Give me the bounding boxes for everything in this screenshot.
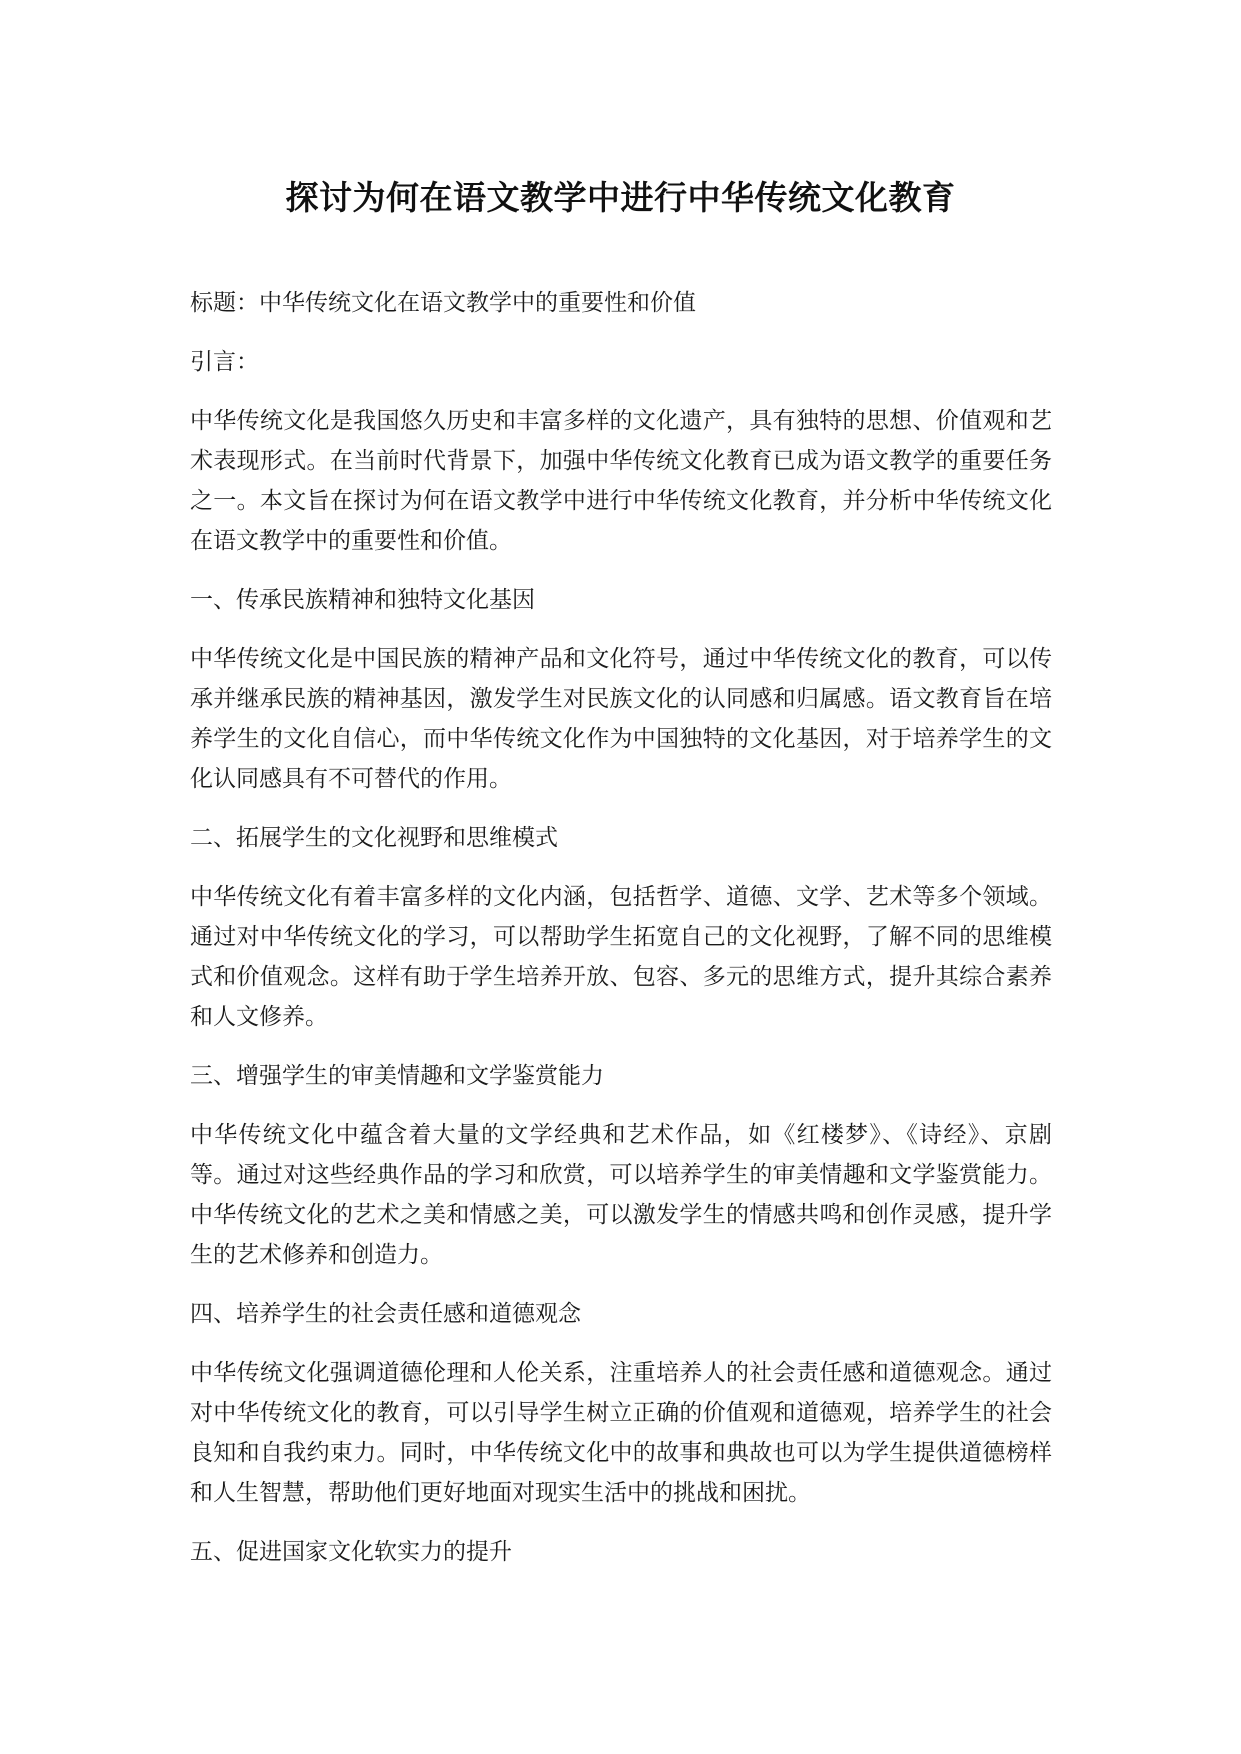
section-heading: 四、培养学生的社会责任感和道德观念 [190, 1301, 581, 1327]
document-body [190, 283, 1052, 1591]
section-heading: 五、促进国家文化软实力的提升 [190, 1539, 512, 1565]
section-paragraph: 中华传统文化有着丰富多样的文化内涵，包括哲学、道德、文学、艺术等多个领域。通过对中华传统文化的学习，可以帮助学生拓宽自己的文化视野，了解不同的思维模式和价值观念。这样有助于学生培养开放、包容、多元的思维方式，提升其综合素养和人文修养。 [190, 884, 1052, 1030]
section-paragraph: 中华传统文化强调道德伦理和人伦关系，注重培养人的社会责任感和道德观念。通过对中华传统文化的教育，可以引导学生树立正确的价值观和道德观，培养学生的社会良知和自我约束力。同时，中华传统文化中的故事和典故也可以为学生提供道德榜样和人生智慧，帮助他们更好地面对现实生活中的挑战和困扰。 [190, 1360, 1052, 1506]
section-heading: 一、传承民族精神和独特文化基因 [190, 587, 535, 613]
subtitle-line: 标题：中华传统文化在语文教学中的重要性和价值 [190, 290, 696, 316]
document-title: 探讨为何在语文教学中进行中华传统文化教育 [285, 178, 956, 217]
section-paragraph: 中华传统文化中蕴含着大量的文学经典和艺术作品，如《红楼梦》、《诗经》、京剧等。通过对这些经典作品的学习和欣赏，可以培养学生的审美情趣和文学鉴赏能力。中华传统文化的艺术之美和情感之美，可以激发学生的情感共鸣和创作灵感，提升学生的艺术修养和创造力。 [190, 1122, 1052, 1268]
intro-label: 引言： [190, 349, 259, 375]
section-paragraph: 中华传统文化是中国民族的精神产品和文化符号，通过中华传统文化的教育，可以传承并继承民族的精神基因，激发学生对民族文化的认同感和归属感。语文教育旨在培养学生的文化自信心，而中华传统文化作为中国独特的文化基因，对于培养学生的文化认同感具有不可替代的作用。 [190, 646, 1052, 792]
intro-paragraph: 中华传统文化是我国悠久历史和丰富多样的文化遗产，具有独特的思想、价值观和艺术表现形式。在当前时代背景下，加强中华传统文化教育已成为语文教学的重要任务之一。本文旨在探讨为何在语文教学中进行中华传统文化教育，并分析中华传统文化在语文教学中的重要性和价值。 [190, 408, 1052, 554]
section-heading: 三、增强学生的审美情趣和文学鉴赏能力 [190, 1063, 604, 1089]
section-heading: 二、拓展学生的文化视野和思维模式 [190, 825, 558, 851]
